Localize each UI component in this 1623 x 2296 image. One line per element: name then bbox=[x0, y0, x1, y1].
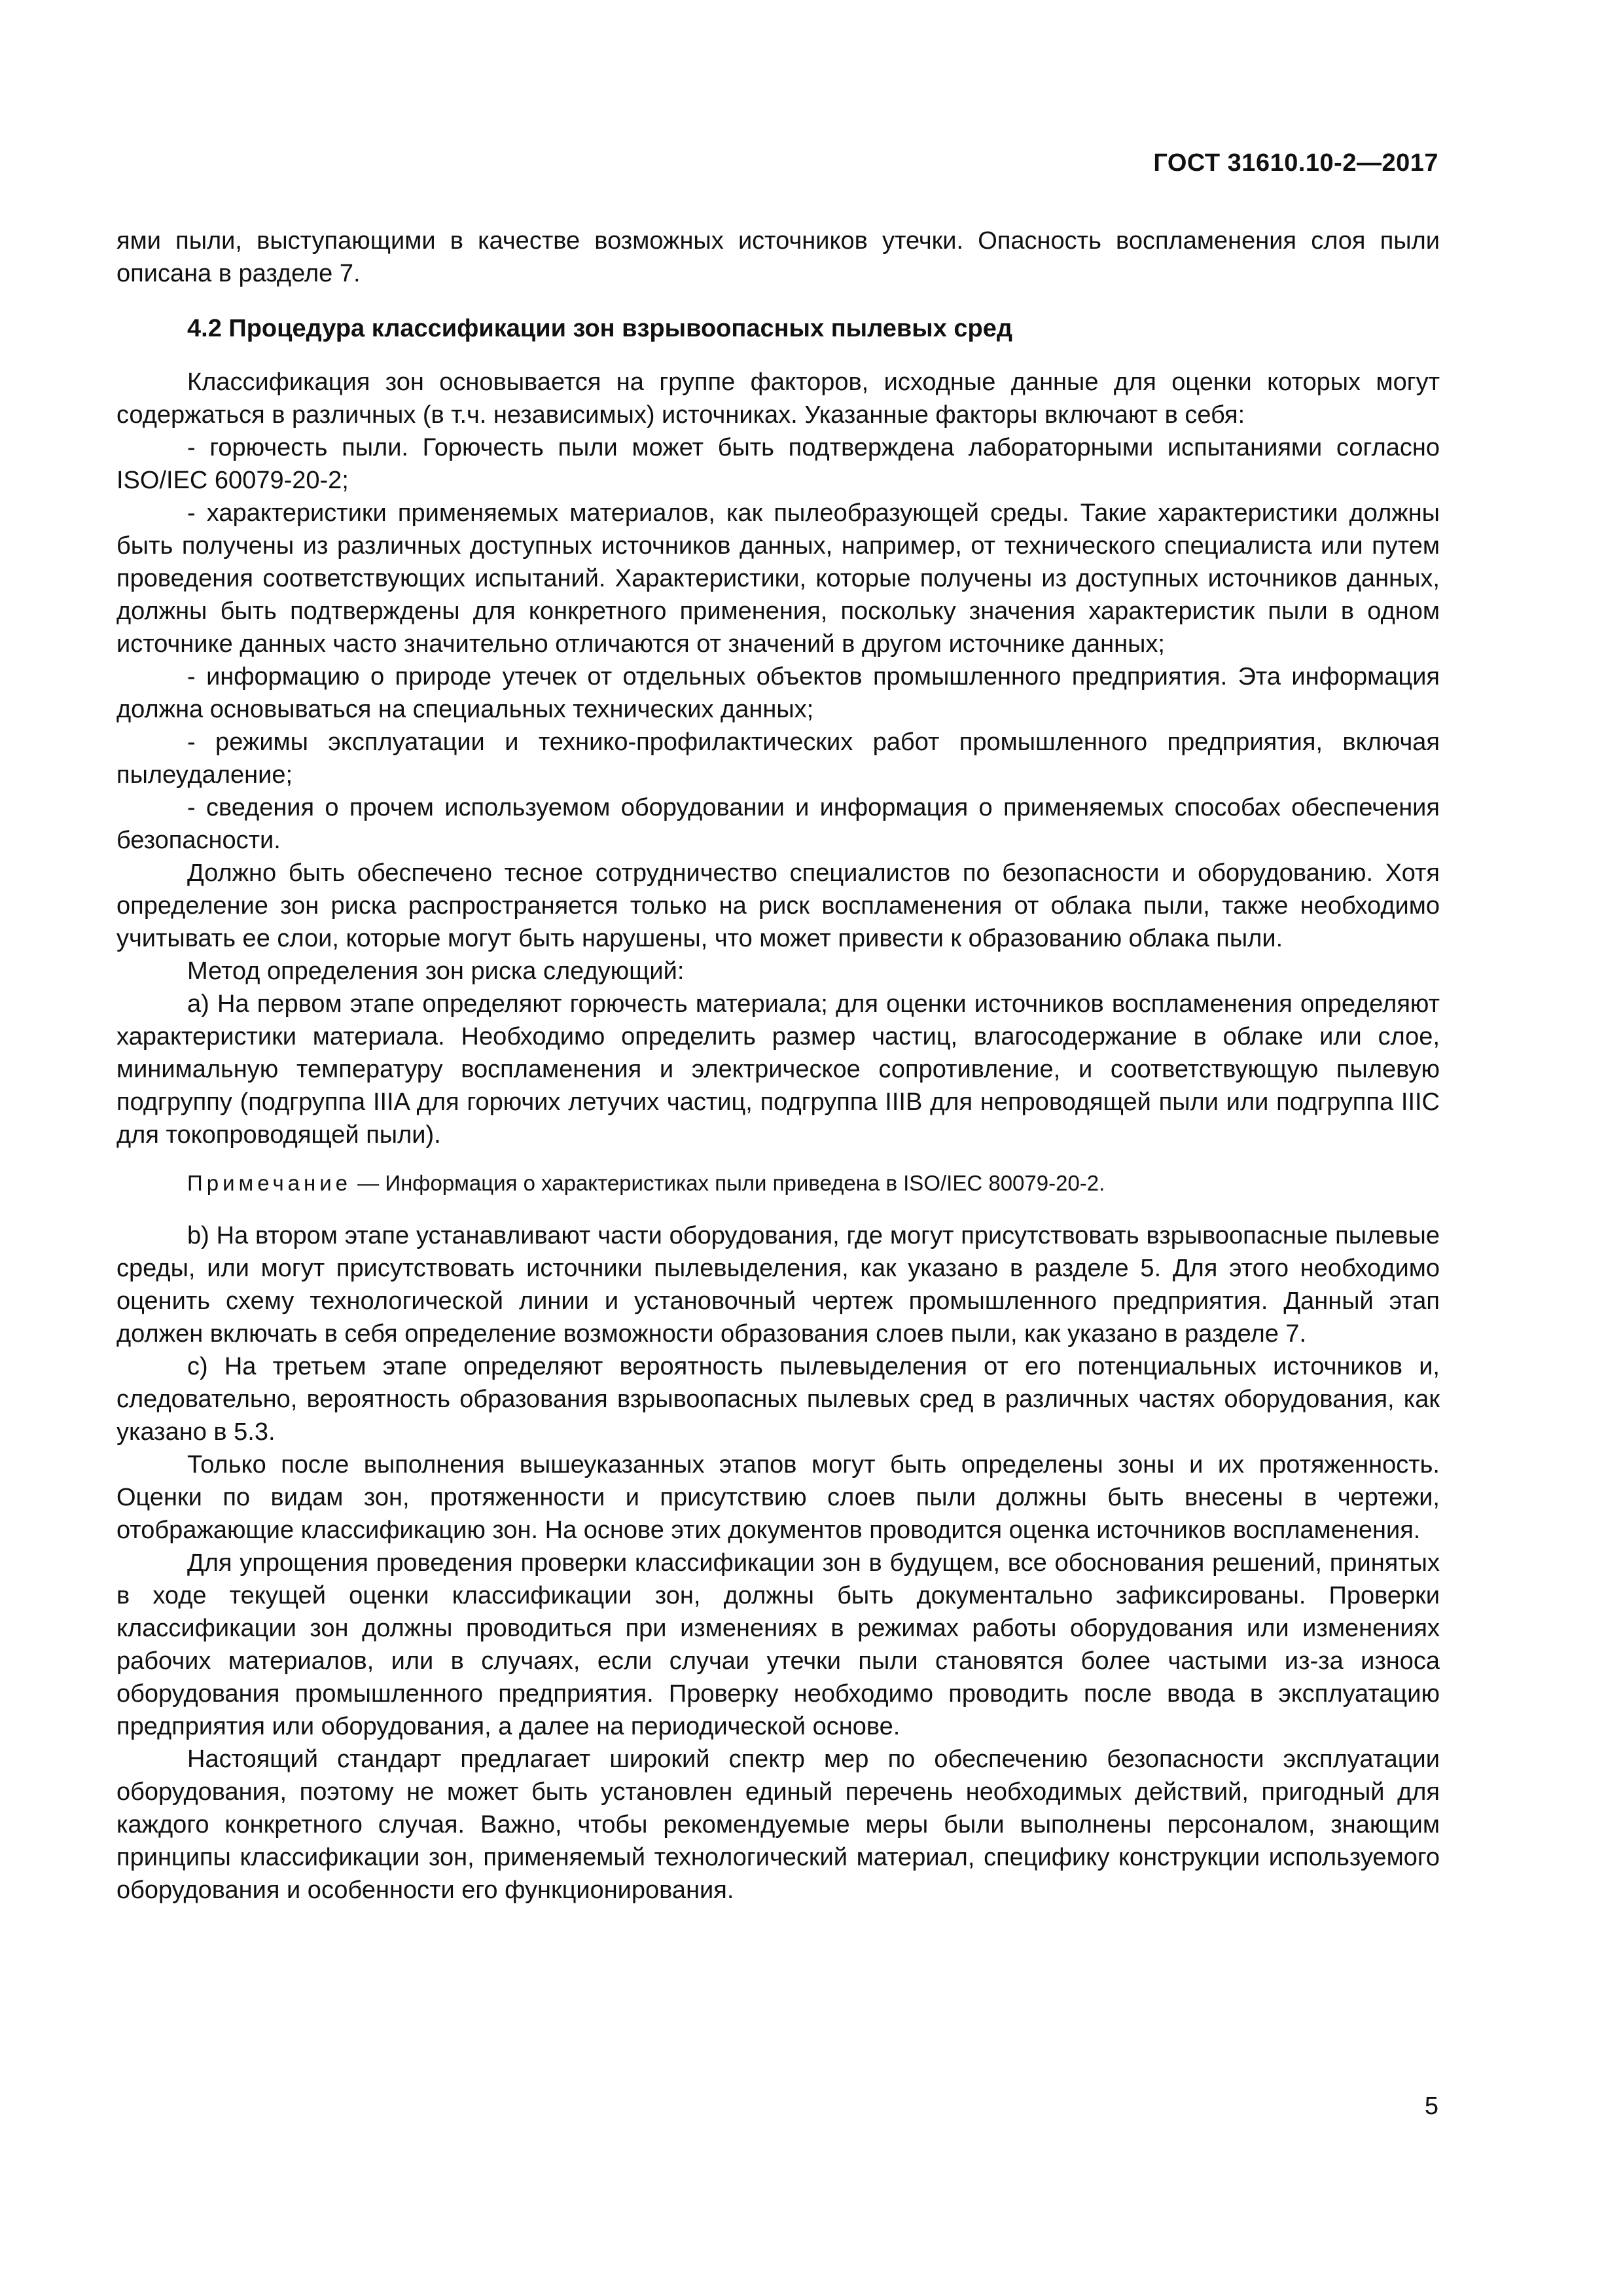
closing-paragraph: Настоящий стандарт предлагает широкий спектр мер по обеспечению безопасности эксплуатации оборудования, поэтому не может быть установлен единый перечень необходимых действий, пригодный для каждого конкретного случая. Важно, чтобы рекомендуемые меры были выполнены персоналом, знающим принципы классификации зон, применяемый технологический материал, специфику конструкции используемого оборудования и особенности его функционирования. bbox=[116, 1746, 1440, 1904]
after-steps-paragraph: Только после выполнения вышеуказанных этапов могут быть определены зоны и их протяженность. Оценки по видам зон, протяженности и присутствию слоев пыли должны быть внесены в чертежи, отображающие классификацию зон. На основе этих документов проводится оценка источников воспламенения. bbox=[116, 1451, 1440, 1544]
page-number: 5 bbox=[1424, 2092, 1438, 2120]
standard-designation: ГОСТ 31610.10-2—2017 bbox=[1153, 149, 1438, 177]
verification-paragraph: Для упрощения проведения проверки классификации зон в будущем, все обоснования решений, принятых в ходе текущей оценки классификации зон, должны быть документально зафиксированы. Проверки классификации зон должны проводиться при изменениях в режимах работы оборудования или изменениях рабочих материалов, или в случаях, если случаи утечки пыли становятся более частыми из-за износа оборудования промышленного предприятия. Проверку необходимо проводить после ввода в эксплуатацию предприятия или оборудования, а далее на периодической основе. bbox=[116, 1549, 1440, 1740]
factor-item-leak-nature: - информацию о природе утечек от отдельных объектов промышленного предприятия. Эта информация должна основываться на специальных технических данных; bbox=[116, 663, 1440, 723]
section-heading: 4.2 Процедура классификации зон взрывоопасных пылевых сред bbox=[187, 315, 1012, 342]
continuation-paragraph: ями пыли, выступающими в качестве возможных источников утечки. Опасность воспламенения слоя пыли описана в разделе 7. bbox=[116, 227, 1440, 287]
intro-paragraph: Классификация зон основывается на группе факторов, исходные данные для оценки которых могут содержаться в различных (в т.ч. независимых) источниках. Указанные факторы включают в себя: bbox=[116, 368, 1440, 429]
factor-item-combustibility: - горючесть пыли. Горючесть пыли может быть подтверждена лабораторными испытаниями согласно ISO/IEC 60079-20-2; bbox=[116, 434, 1440, 494]
note-label: Примечание bbox=[187, 1171, 352, 1195]
step-a-paragraph: а) На первом этапе определяют горючесть материала; для оценки источников воспламенения определяют характеристики материала. Необходимо определить размер частиц, влагосодержание в облаке или слое, минимальную температуру воспламенения и электрическое сопротивление, и соответствующую пылевую подгруппу (подгруппа IIIA для горючих летучих частиц, подгруппа IIIB для непроводящей пыли или подгруппа IIIC для токопроводящей пыли). bbox=[116, 990, 1440, 1149]
note bbox=[116, 1168, 1440, 1198]
cooperation-paragraph: Должно быть обеспечено тесное сотрудничество специалистов по безопасности и оборудованию. Хотя определение зон риска распространяется только на риск воспламенения от облака пыли, также необходимо учитывать ее слои, которые могут быть нарушены, что может привести к образованию облака пыли. bbox=[116, 859, 1440, 952]
method-paragraph: Метод определения зон риска следующий: bbox=[187, 958, 685, 985]
step-b-paragraph: b) На втором этапе устанавливают части оборудования, где могут присутствовать взрывоопасные пылевые среды, или могут присутствовать источники пылевыделения, как указано в разделе 5. Для этого необходимо оценить схему технологической линии и установочный чертеж промышленного предприятия. Данный этап должен включать в себя определение возможности образования слоев пыли, как указано в разделе 7. bbox=[116, 1222, 1440, 1348]
factor-item-equipment-info: - сведения о прочем используемом оборудовании и информация о применяемых способах обеспечения безопасности. bbox=[116, 794, 1440, 854]
step-c-paragraph: с) На третьем этапе определяют вероятность пылевыделения от его потенциальных источников и, следовательно, вероятность образования взрывоопасных пылевых сред в различных частях оборудования, как указано в 5.3. bbox=[116, 1353, 1440, 1446]
factor-item-operating-modes: - режимы эксплуатации и технико-профилактических работ промышленного предприятия, включая пылеудаление; bbox=[116, 728, 1440, 789]
factor-item-material-characteristics: - характеристики применяемых материалов, как пылеобразующей среды. Такие характеристики должны быть получены из различных доступных источников данных, например, от технического специалиста или путем проведения соответствующих испытаний. Характеристики, которые получены из доступных источников данных, должны быть подтверждены для конкретного применения, поскольку значения характеристик пыли в одном источнике данных часто значительно отличаются от значений в другом источнике данных; bbox=[116, 499, 1440, 658]
note-text: — Информация о характеристиках пыли приведена в ISO/IEC 80079-20-2. bbox=[351, 1171, 1105, 1195]
document-body bbox=[116, 224, 1440, 1907]
